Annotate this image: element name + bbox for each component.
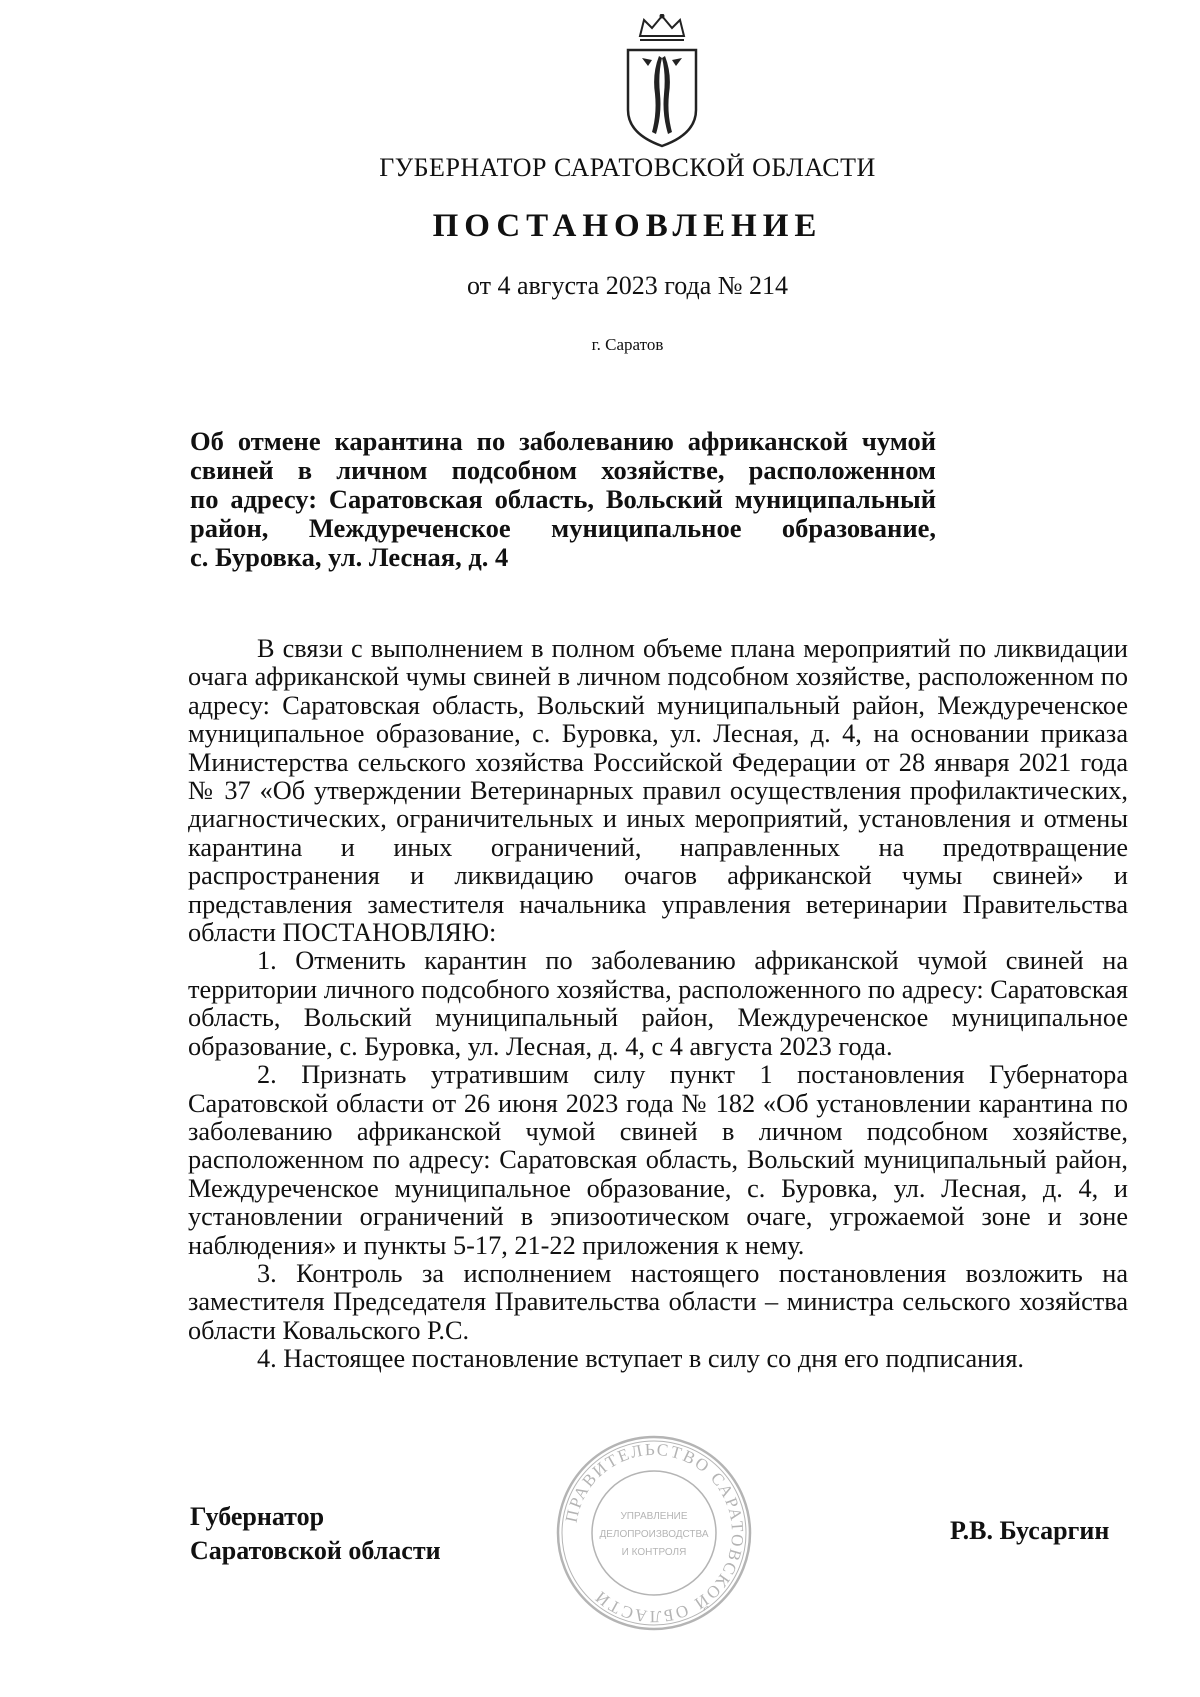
stamp-inner-line: ДЕЛОПРОИЗВОДСТВА [599, 1529, 709, 1540]
official-stamp [554, 1433, 754, 1633]
signatory-name: Р.В. Бусаргин [950, 1516, 1110, 1545]
subject-line: с. Буровка, ул. Лесная, д. 4 [190, 542, 509, 572]
coat-of-arms-icon [622, 14, 702, 150]
signatory-position-line: Губернатор [190, 1502, 325, 1531]
subject-line: по адресу: Саратовская область, Вольский муниципальный [190, 484, 936, 514]
subject-line: Об отмене карантина по заболеванию африканской чумой [190, 426, 936, 456]
signatory-position-line: Саратовской области [190, 1536, 441, 1565]
clause-3: 3. Контроль за исполнением настоящего постановления возложить на заместителя Председателя Правительства области – министра сельского хозяйства области Ковальского Р.С. [188, 1258, 1128, 1345]
document-city: г. Саратов [591, 335, 664, 354]
document-body [188, 635, 1128, 1374]
clause-4: 4. Настоящее постановление вступает в силу со дня его подписания. [257, 1344, 1025, 1374]
issuing-authority: ГУБЕРНАТОР САРАТОВСКОЙ ОБЛАСТИ [379, 153, 876, 182]
document-date-number: от 4 августа 2023 года № 214 [466, 271, 789, 300]
clause-1: 1. Отменить карантин по заболеванию африканской чумой свиней на территории личного подсобного хозяйства, расположенного по адресу: Саратовская область, Вольский муниципальный район, Междуреченское муниципальное образование, с. Буровка, ул. Лесная, д. 4, с 4 августа 2023 года. [188, 946, 1128, 1061]
stamp-inner-line: УПРАВЛЕНИЕ [620, 1511, 688, 1522]
subject-line: район, Междуреченское муниципальное образование, [190, 513, 936, 543]
stamp-inner-line: И КОНТРОЛЯ [621, 1547, 687, 1558]
preamble-paragraph: В связи с выполнением в полном объеме плана мероприятий по ликвидации очага африканской чумы свиней в личном подсобном хозяйстве, расположенном по адресу: Саратовская область, Вольский муниципальный район, Междуреченское муниципальное образование, с. Буровка, ул. Лесная, д. 4, на основании приказа Министерства сельского хозяйства Российской Федерации от 28 января 2021 года № 37 «Об утверждении Ветеринарных правил осуществления профилактических, диагностических, ограничительных и иных мероприятий, установления и отмены карантина и иных ограничений, направленных на предотвращение распространения и ликвидацию очагов африканской чумы свиней» и представления заместителя начальника управления ветеринарии Правительства области ПОСТАНОВЛЯЮ: [188, 634, 1128, 948]
document-subject [190, 427, 936, 572]
clause-2: 2. Признать утратившим силу пункт 1 постановления Губернатора Саратовской области от 26 июня 2023 года № 182 «Об установлении карантина по заболеванию африканской чумой свиней в личном подсобном хозяйстве, расположенном по адресу: Саратовская область, Вольский муниципальный район, Междуреченское муниципальное образование, с. Буровка, ул. Лесная, д. 4, и установлении ограничений в эпизоотическом очаге, угрожаемой зоне и зоне наблюдения» и пункты 5-17, 21-22 приложения к нему. [188, 1060, 1128, 1260]
subject-line: свиней в личном подсобном хозяйстве, расположенном [190, 455, 936, 485]
signatory-position [190, 1500, 441, 1568]
stamp-outer-text: ПРАВИТЕЛЬСТВО САРАТОВСКОЙ ОБЛАСТИ [561, 1439, 748, 1627]
document-type: ПОСТАНОВЛЕНИЕ [432, 208, 823, 244]
